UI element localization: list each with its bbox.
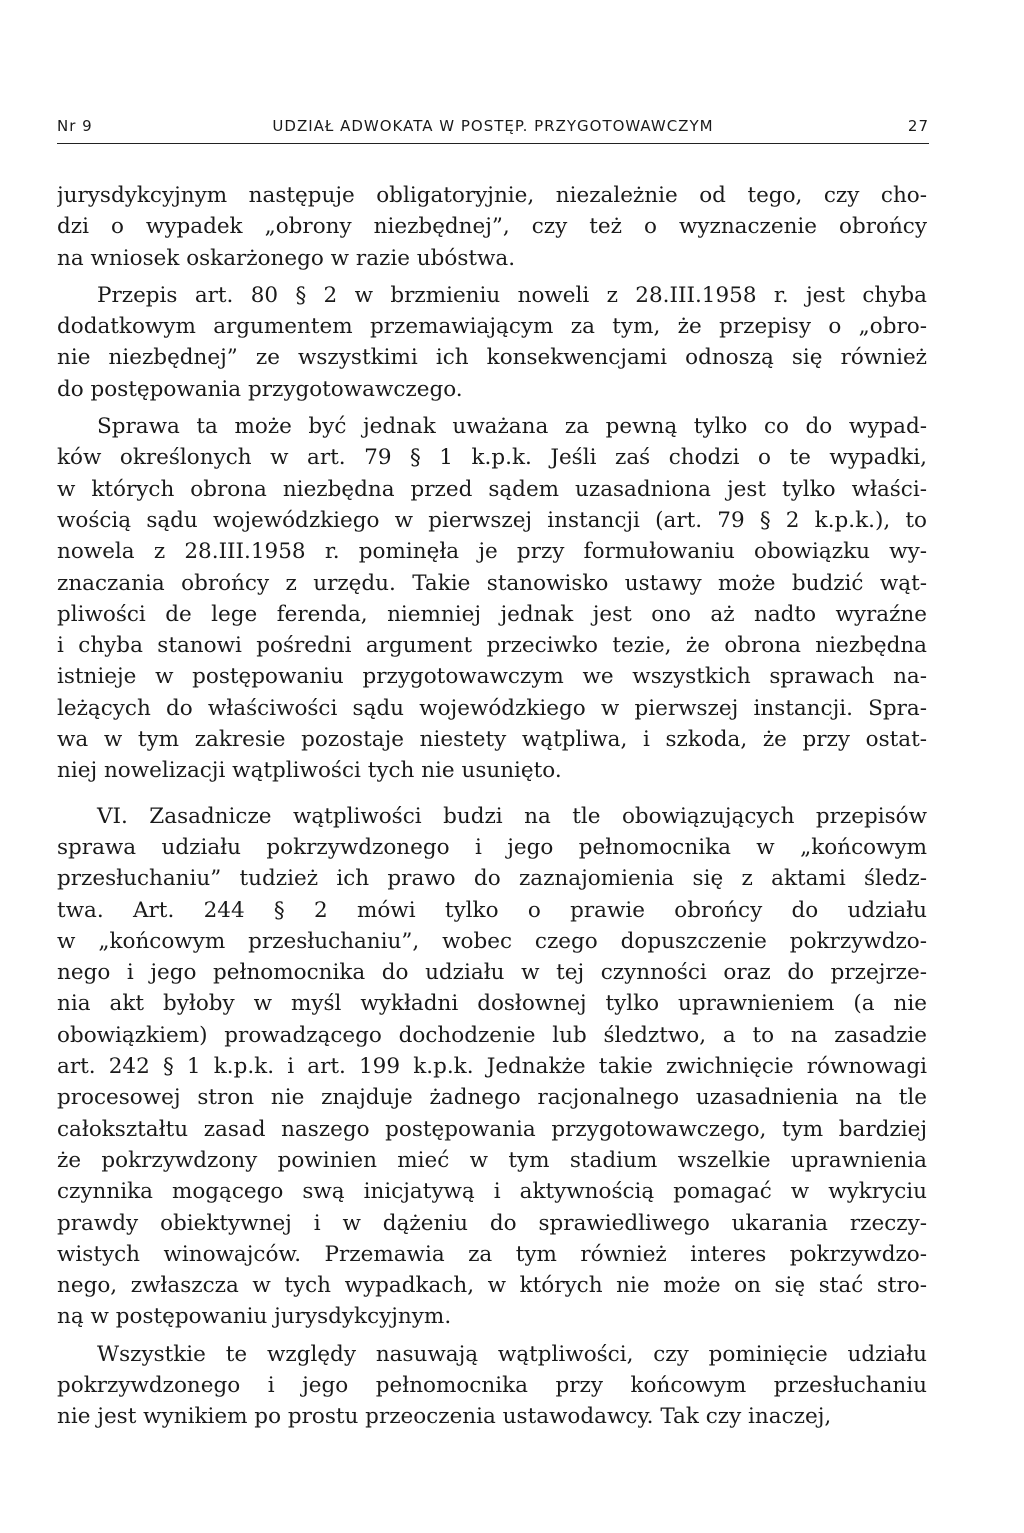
text-line: nie jest wynikiem po prostu przeoczenia ustawodawcy. Tak czy inaczej, bbox=[57, 1404, 832, 1430]
text-line: Sprawa ta może być jednak uważana za pewną tylko co do wypad- bbox=[97, 414, 927, 440]
paragraph bbox=[57, 1339, 927, 1433]
text-line: prawdy obiektywnej i w dążeniu do sprawiedliwego ukarania rzeczy- bbox=[57, 1210, 927, 1236]
text-line: niej nowelizacji wątpliwości tych nie usunięto. bbox=[57, 758, 562, 784]
text-line: dzi o wypadek „obrony niezbędnej”, czy też o wyznaczenie obrońcy bbox=[57, 214, 927, 240]
paragraph bbox=[57, 801, 927, 1333]
text-line: i chyba stanowi pośredni argument przeciwko tezie, że obrona niezbędna bbox=[57, 633, 927, 659]
text-line: ków określonych w art. 79 § 1 k.p.k. Jeśli zaś chodzi o te wypadki, bbox=[57, 445, 927, 471]
issue-number: Nr 9 bbox=[57, 117, 93, 135]
text-line: nego, zwłaszcza w tych wypadkach, w których nie może on się stać stro- bbox=[57, 1273, 927, 1299]
text-line: wością sądu wojewódzkiego w pierwszej instancji (art. 79 § 2 k.p.k.), to bbox=[57, 507, 927, 533]
text-line: że pokrzywdzony powinien mieć w tym stadium wszelkie uprawnienia bbox=[57, 1147, 927, 1173]
text-line: sprawa udziału pokrzywdzonego i jego pełnomocnika w „końcowym bbox=[57, 834, 927, 860]
text-line: przesłuchaniu” tudzież ich prawo do zaznajomienia się z aktami śledz- bbox=[57, 866, 927, 892]
text-line: nego i jego pełnomocnika do udziału w tej czynności oraz do przejrze- bbox=[57, 960, 927, 986]
text-line: procesowej stron nie znajduje żadnego racjonalnego uzasadnienia na tle bbox=[57, 1085, 927, 1111]
paragraph bbox=[57, 180, 927, 274]
paragraph bbox=[57, 280, 927, 405]
running-header bbox=[57, 117, 929, 144]
text-line: nie niezbędnej” ze wszystkimi ich konsekwencjami odnoszą się również bbox=[57, 345, 927, 371]
text-line: pokrzywdzonego i jego pełnomocnika przy końcowym przesłuchaniu bbox=[57, 1372, 927, 1398]
text-line: na wniosek oskarżonego w razie ubóstwa. bbox=[57, 245, 516, 271]
text-line: czynnika mogącego swą inicjatywą i aktywnością pomagać w wykryciu bbox=[57, 1179, 927, 1205]
text-line: pliwości de lege ferenda, niemniej jednak jest ono aż nadto wyraźne bbox=[57, 601, 927, 627]
text-line: w których obrona niezbędna przed sądem uzasadniona jest tylko właści- bbox=[57, 476, 927, 502]
text-line: wa w tym zakresie pozostaje niestety wątpliwa, i szkoda, że przy ostat- bbox=[57, 727, 927, 753]
text-line: istnieje w postępowaniu przygotowawczym we wszystkich sprawach na- bbox=[57, 664, 927, 690]
text-line: twa. Art. 244 § 2 mówi tylko o prawie obrońcy do udziału bbox=[57, 897, 927, 923]
paragraph bbox=[57, 411, 927, 787]
text-line: nia akt byłoby w myśl wykładni dosłownej tylko uprawnieniem (a nie bbox=[57, 991, 927, 1017]
text-line: wistych winowajców. Przemawia za tym również interes pokrzywdzo- bbox=[57, 1241, 927, 1267]
body-text bbox=[57, 180, 927, 1433]
text-line: Przepis art. 80 § 2 w brzmieniu noweli z 28.III.1958 r. jest chyba bbox=[97, 282, 927, 308]
text-line: dodatkowym argumentem przemawiającym za tym, że przepisy o „obro- bbox=[57, 314, 927, 340]
text-line: ną w postępowaniu jurysdykcyjnym. bbox=[57, 1304, 452, 1330]
running-title: UDZIAŁ ADWOKATA W POSTĘP. PRZYGOTOWAWCZYM bbox=[272, 117, 714, 135]
text-line: znaczania obrońcy z urzędu. Takie stanowisko ustawy może budzić wąt- bbox=[57, 570, 927, 596]
text-line: obowiązkiem) prowadzącego dochodzenie lub śledztwo, a to na zasadzie bbox=[57, 1022, 927, 1048]
text-line: Wszystkie te względy nasuwają wątpliwości, czy pominięcie udziału bbox=[97, 1341, 927, 1367]
text-line: do postępowania przygotowawczego. bbox=[57, 376, 463, 402]
text-line: art. 242 § 1 k.p.k. i art. 199 k.p.k. Jednakże takie zwichnięcie równowagi bbox=[57, 1054, 927, 1080]
text-line: nowela z 28.III.1958 r. pominęła je przy formułowaniu obowiązku wy- bbox=[57, 539, 927, 565]
text-line: leżących do właściwości sądu wojewódzkiego w pierwszej instancji. Spra- bbox=[57, 695, 927, 721]
text-line: jurysdykcyjnym następuje obligatoryjnie, niezależnie od tego, czy cho- bbox=[57, 183, 927, 208]
text-line: całokształtu zasad naszego postępowania przygotowawczego, tym bardziej bbox=[57, 1116, 927, 1142]
page-number: 27 bbox=[907, 117, 929, 135]
text-line: w „końcowym przesłuchaniu”, wobec czego dopuszczenie pokrzywdzo- bbox=[57, 928, 927, 954]
paragraph-gap bbox=[57, 787, 927, 801]
text-line: VI. Zasadnicze wątpliwości budzi na tle obowiązujących przepisów bbox=[97, 803, 927, 829]
